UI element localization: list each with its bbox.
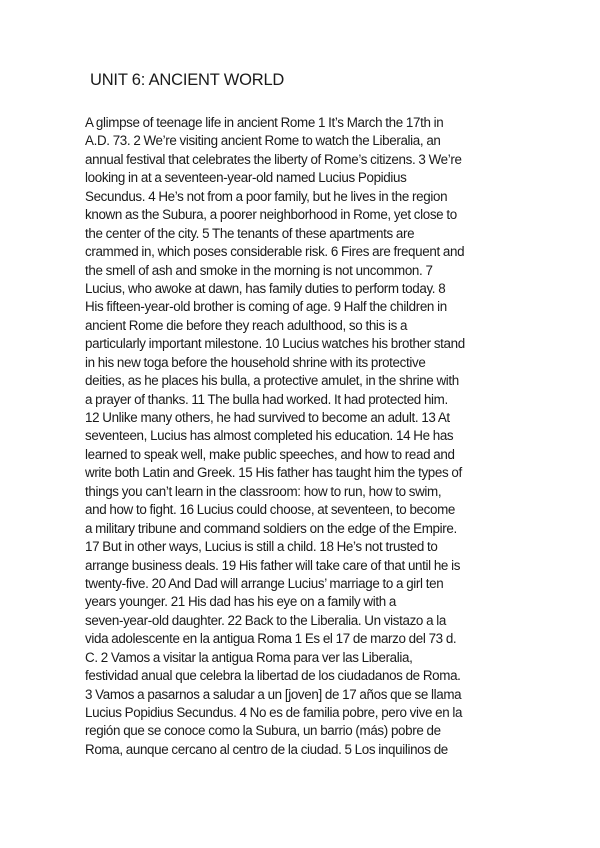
text-line: Lucius Popidius Secundus. 4 No es de familia pobre, pero vive en la [85,705,463,720]
body-text [85,114,465,759]
text-line: crammed in, which poses considerable risk. 6 Fires are frequent and [85,244,465,260]
text-line: festividad anual que celebra la libertad de los ciudadanos de Roma. [85,668,461,684]
text-line: vida adolescente en la antigua Roma 1 Es el 17 de marzo del 73 d. [85,631,457,647]
text-line: ancient Rome die before they reach adulthood, so this is a [85,317,408,333]
text-line: twenty-five. 20 And Dad will arrange Lucius’ marriage to a girl ten [85,575,444,591]
text-line: annual festival that celebrates the liberty of Rome’s citizens. 3 We’re [85,151,462,167]
text-line: seven-year-old daughter. 22 Back to the Liberalia. Un vistazo a la [85,612,446,628]
text-line: things you can’t learn in the classroom: how to run, how to swim, [85,483,442,499]
text-line: the smell of ash and smoke in the morning is not uncommon. 7 [85,262,433,278]
text-line: Secundus. 4 He’s not from a poor family, but he lives in the region [85,188,448,204]
text-line: His fifteen-year-old brother is coming of age. 9 Half the children in [85,299,447,315]
text-line: A.D. 73. 2 We’re visiting ancient Rome to watch the Liberalia, an [85,133,441,149]
text-line: C. 2 Vamos a visitar la antigua Roma para ver las Liberalia, [85,649,413,665]
text-line: 17 But in other ways, Lucius is still a child. 18 He’s not trusted to [85,539,438,555]
text-line: a military tribune and command soldiers on the edge of the Empire. [85,520,457,536]
text-line: seventeen, Lucius has almost completed his education. 14 He has [85,428,454,444]
text-line: in his new toga before the household shrine with its protective [85,354,426,370]
text-line: A glimpse of teenage life in ancient Rome 1 It’s March the 17th in [85,115,444,130]
text-line: deities, as he places his bulla, a protective amulet, in the shrine with [85,373,459,389]
text-line: learned to speak well, make public speeches, and how to read and [85,446,455,462]
text-line: Roma, aunque cercano al centro de la ciudad. 5 Los inquilinos de [85,741,448,757]
text-line: particularly important milestone. 10 Lucius watches his brother stand [85,336,465,352]
text-line: years younger. 21 His dad has his eye on a family with a [85,594,397,610]
text-line: looking in at a seventeen-year-old named Lucius Popidius [85,170,407,186]
text-line: arrange business deals. 19 His father will take care of that until he is [85,557,461,573]
text-line: región que se conoce como la Subura, un barrio (más) pobre de [85,723,441,739]
text-line: known as the Subura, a poorer neighborhood in Rome, yet close to [85,207,457,223]
text-line: the center of the city. 5 The tenants of these apartments are [85,225,415,241]
document-title: UNIT 6: ANCIENT WORLD [90,71,285,89]
text-line: 3 Vamos a pasarnos a saludar a un [joven] de 17 años que se llama [85,686,462,702]
text-line: 12 Unlike many others, he had survived to become an adult. 13 At [85,410,450,425]
text-line: a prayer of thanks. 11 The bulla had worked. It had protected him. [85,391,448,407]
text-line: Lucius, who awoke at dawn, has family duties to perform today. 8 [85,280,446,296]
text-line: and how to fight. 16 Lucius could choose, at seventeen, to become [85,502,455,518]
text-line: write both Latin and Greek. 15 His father has taught him the types of [85,465,462,481]
